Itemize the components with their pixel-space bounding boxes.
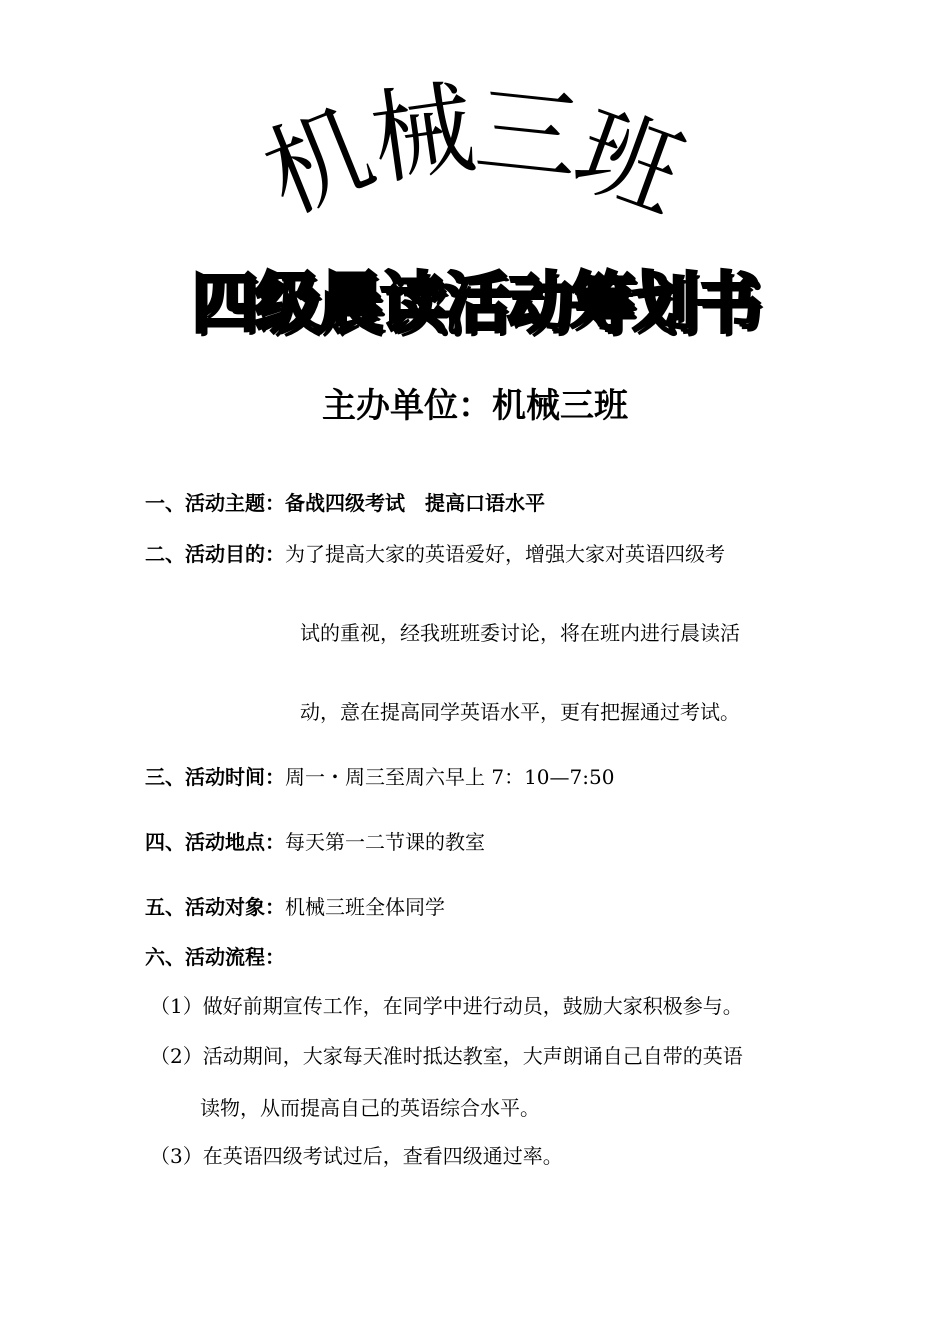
section-theme — [145, 487, 545, 516]
process-step — [150, 990, 743, 1019]
process-step — [150, 1140, 563, 1169]
section-label: 一、活动主题： — [145, 491, 285, 515]
section-place — [145, 826, 485, 855]
step-text-line: 在英语四级考试过后，查看四级通过率。 — [202, 1144, 563, 1168]
process-step — [150, 1040, 743, 1069]
section-label: 五、活动对象： — [145, 895, 285, 919]
section-purpose — [145, 538, 725, 567]
section-text-line: 动，意在提高同学英语水平，更有把握通过考试。 — [300, 700, 740, 724]
section-target — [145, 891, 445, 920]
step-text-line: 读物，从而提高自己的英语综合水平。 — [200, 1096, 540, 1120]
section-label: 二、活动目的： — [145, 542, 285, 566]
arched-title-char: 械 — [364, 68, 482, 201]
section-time — [145, 761, 614, 790]
section-text: 机械三班全体同学 — [285, 895, 445, 919]
section-label: 四、活动地点： — [145, 830, 285, 854]
section-text-line: 试的重视，经我班班委讨论，将在班内进行晨读活 — [300, 621, 740, 645]
section-text-line: 为了提高大家的英语爱好，增强大家对英语四级考 — [285, 542, 725, 566]
arched-title-char: 班 — [560, 89, 698, 236]
arched-title-char: 三 — [470, 69, 584, 200]
section-text: 备战四级考试 提高口语水平 — [285, 491, 545, 515]
organizer-line: 主办单位：机械三班 — [322, 386, 628, 426]
arched-title-char: 机 — [249, 88, 389, 237]
section-label: 六、活动流程： — [145, 945, 285, 969]
document-subtitle: 四级晨读活动筹划书 — [191, 265, 759, 342]
section-text: 每天第一二节课的教室 — [285, 830, 485, 854]
step-text-line: 活动期间，大家每天准时抵达教室，大声朗诵自己自带的英语 — [202, 1044, 743, 1068]
section-process — [145, 941, 285, 970]
step-text-line: 做好前期宣传工作，在同学中进行动员，鼓励大家积极参与。 — [202, 994, 743, 1018]
arched-title — [0, 0, 950, 240]
section-label: 三、活动时间： — [145, 765, 285, 789]
step-number: （1） — [150, 994, 203, 1018]
step-number: （2） — [150, 1044, 203, 1068]
step-number: （3） — [150, 1144, 203, 1168]
section-text: 周一・周三至周六早上 7：10—7:50 — [285, 765, 615, 789]
